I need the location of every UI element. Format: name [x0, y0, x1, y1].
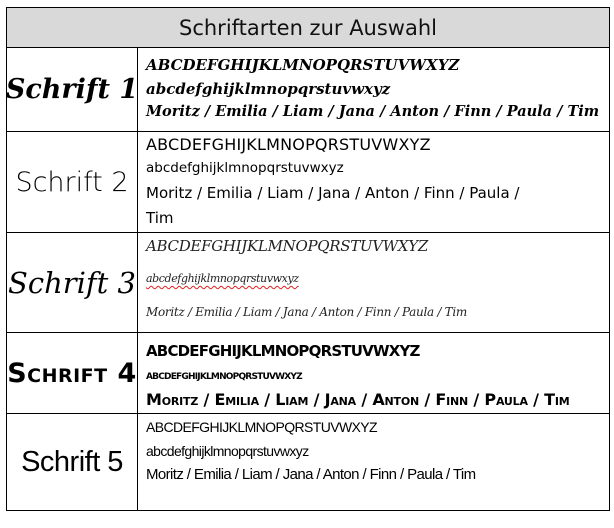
lowercase-sample: abcdefghijklmnopqrstuvwxyz — [146, 80, 391, 98]
font-label: Schrift 2 — [7, 132, 138, 232]
uppercase-sample: ABCDEFGHIJKLMNOPQRSTUVWXYZ — [146, 237, 429, 255]
font-sample-cell — [138, 132, 609, 232]
font-row-2 — [7, 132, 609, 233]
names-sample: Moritz / Emilia / Liam / Jana / Anton / Finn / Paula / Tim — [146, 466, 476, 483]
font-row-3 — [7, 233, 609, 333]
font-label: Schrift 3 — [7, 233, 138, 332]
font-label: Schrift 4 — [7, 333, 138, 413]
lowercase-sample: abcdefghijklmnopqrstuvwxyz — [146, 160, 344, 176]
uppercase-sample: ABCDEFGHIJKLMNOPQRSTUVWXYZ — [146, 56, 460, 74]
font-sample-cell — [138, 233, 609, 332]
font-selection-table — [6, 7, 610, 511]
font-sample-cell — [138, 333, 609, 413]
names-sample: Moritz / Emilia / Liam / Jana / Anton / Finn / Paula / Tim — [146, 305, 467, 319]
table-title: Schriftarten zur Auswahl — [7, 8, 609, 48]
names-sample: Moritz / Emilia / Liam / Jana / Anton / Finn / Paula / Tim — [146, 390, 570, 409]
font-row-1 — [7, 48, 609, 132]
font-row-5 — [7, 414, 609, 510]
uppercase-sample: ABCDEFGHIJKLMNOPQRSTUVWXYZ — [146, 135, 431, 154]
font-sample-cell — [138, 48, 609, 131]
names-sample-continued: Tim — [146, 209, 174, 227]
lowercase-sample: abcdefghijklmnopqrstuvwxyz — [146, 367, 302, 382]
font-row-4 — [7, 333, 609, 414]
uppercase-sample: ABCDEFGHIJKLMNOPQRSTUVWXYZ — [146, 419, 377, 435]
font-label: Schrift 1 — [7, 48, 138, 131]
lowercase-sample: abcdefghijklmnopqrstuvwxyz — [146, 443, 309, 459]
names-sample: Moritz / Emilia / Liam / Jana / Anton / Finn / Paula / — [146, 184, 520, 202]
names-sample: Moritz / Emilia / Liam / Jana / Anton / Finn / Paula / Tim — [146, 103, 600, 120]
font-label: Schrift 5 — [7, 414, 138, 510]
font-sample-cell — [138, 414, 609, 510]
uppercase-sample: ABCDEFGHIJKLMNOPQRSTUVWXYZ — [146, 342, 420, 360]
lowercase-sample: abcdefghijklmnopqrstuvwxyz — [146, 272, 299, 285]
